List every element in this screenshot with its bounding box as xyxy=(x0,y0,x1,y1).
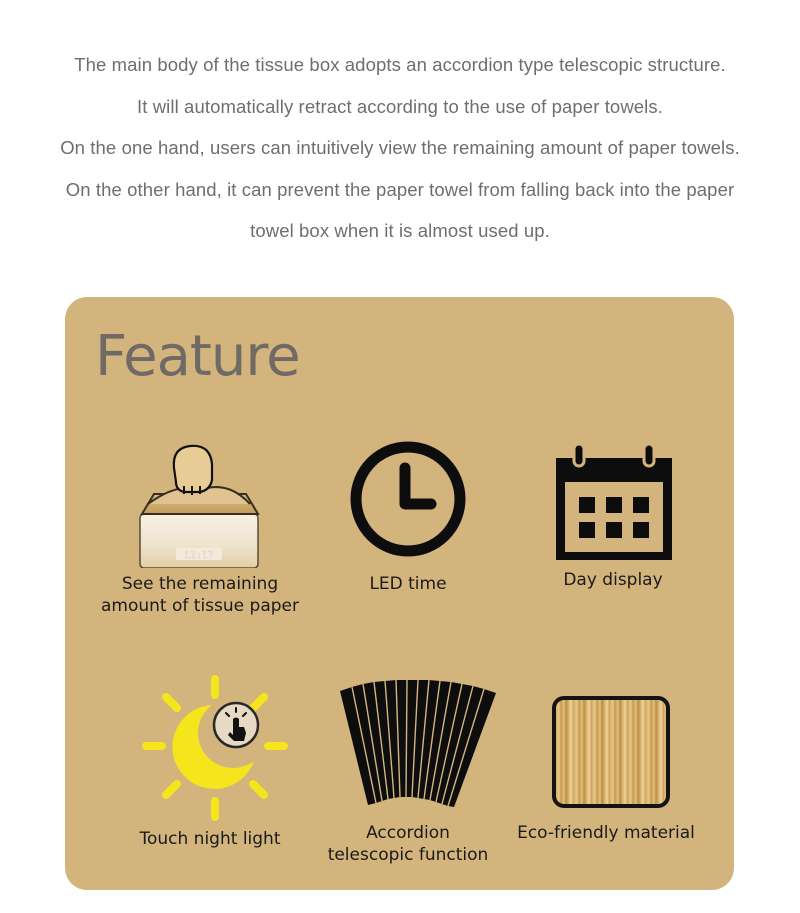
night-light-icon xyxy=(140,673,290,823)
clock-icon xyxy=(349,440,467,558)
intro-line: The main body of the tissue box adopts an accordion type telescopic structure. xyxy=(74,54,726,75)
feature-label-line: See the remaining xyxy=(121,574,279,594)
intro-line: On the one hand, users can intuitively view the remaining amount of paper towels. xyxy=(60,137,740,159)
feature-label xyxy=(90,573,310,617)
intro-text xyxy=(0,44,800,252)
intro-line: It will automatically retract according to the use of paper towels. xyxy=(137,95,663,117)
tissue-box-clock-text: 12:17 xyxy=(183,550,215,561)
feature-remaining-tissue xyxy=(90,442,310,622)
feature-label: Touch night light xyxy=(139,829,281,849)
feature-label: Day display xyxy=(563,570,663,590)
feature-led-time xyxy=(333,442,483,622)
intro-line: On the other hand, it can prevent the paper towel from falling back into the paper xyxy=(65,178,735,200)
feature-label: Eco-friendly material xyxy=(517,823,695,843)
tissue-box-icon xyxy=(138,442,262,568)
feature-touch-night-light xyxy=(125,673,295,853)
feature-panel xyxy=(65,297,734,890)
accordion-icon xyxy=(338,677,500,807)
panel-title: Feature xyxy=(95,324,300,389)
calendar-icon xyxy=(554,442,674,562)
feature-accordion xyxy=(323,673,493,873)
feature-label-line: Accordion xyxy=(366,823,450,843)
intro-line: towel box when it is almost used up. xyxy=(250,220,550,242)
feature-day-display xyxy=(538,442,688,622)
feature-label xyxy=(323,822,493,866)
feature-label: LED time xyxy=(369,574,447,594)
bamboo-material-icon xyxy=(552,696,670,808)
feature-eco-material xyxy=(513,673,699,873)
feature-label-line: amount of tissue paper xyxy=(101,596,299,616)
feature-label-line: telescopic function xyxy=(327,845,489,865)
